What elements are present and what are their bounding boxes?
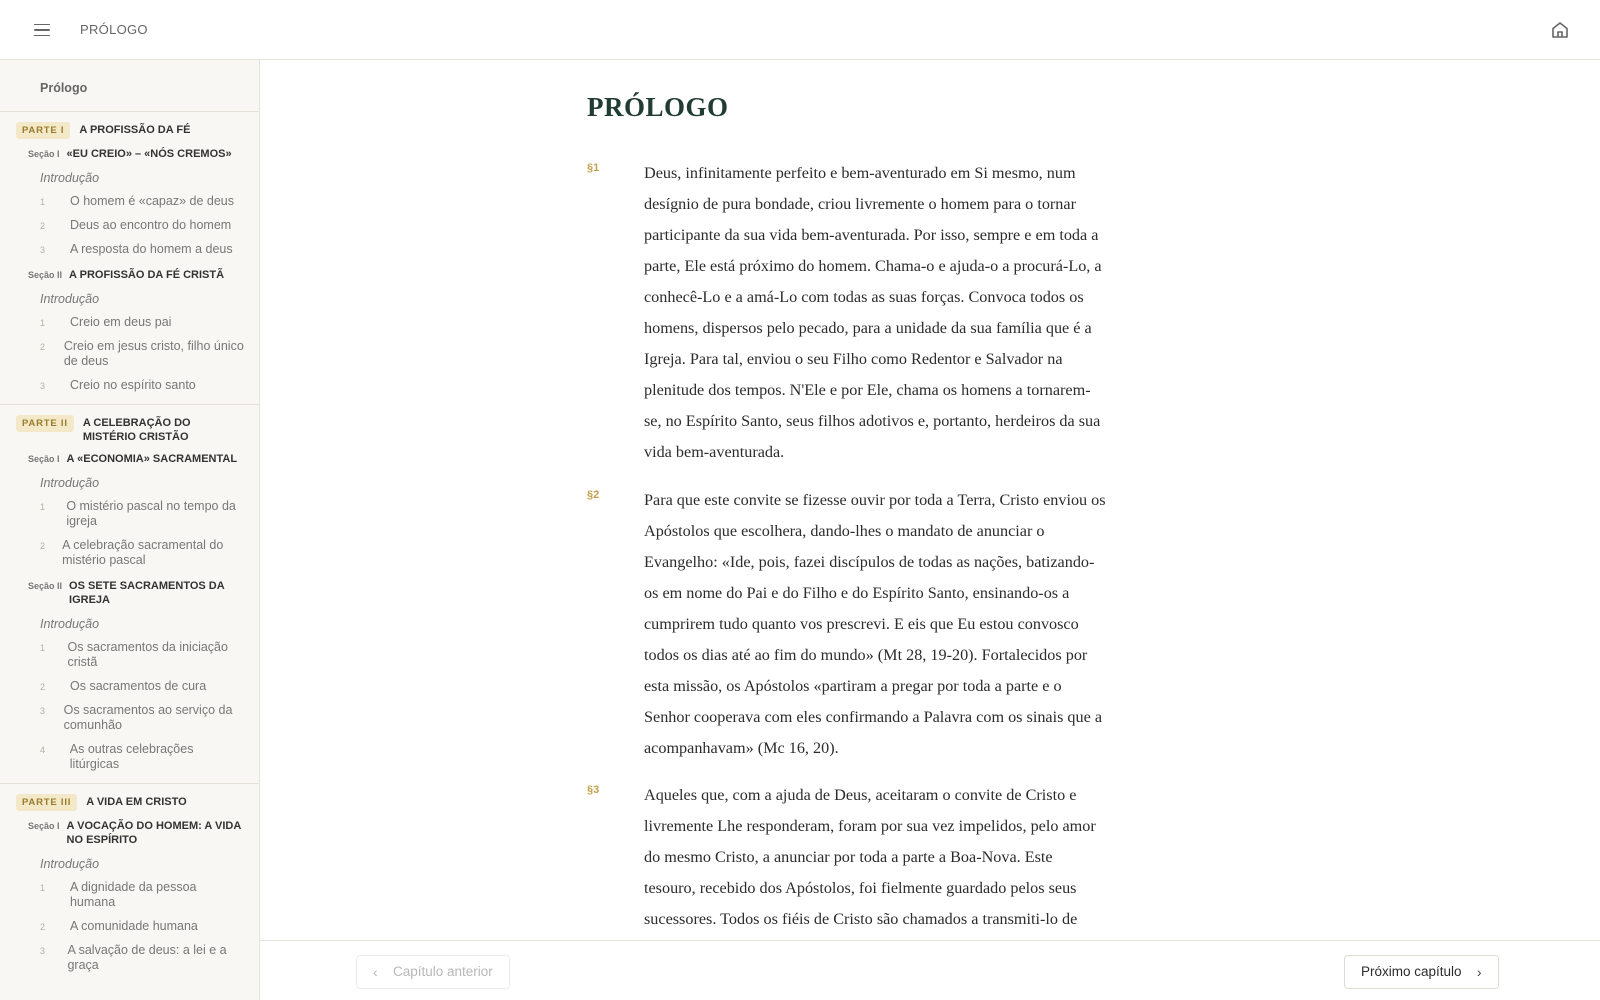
part-title: A VIDA EM CRISTO — [86, 796, 187, 808]
chapter-title: O mistério pascal no tempo da igreja — [66, 499, 236, 528]
chapter-title: O homem é «capaz» de deus — [70, 194, 234, 208]
chapter-number: 4 — [40, 745, 46, 755]
toc-chapter[interactable] — [0, 939, 259, 978]
chapter-title: A dignidade da pessoa humana — [69, 880, 197, 909]
toc-part-1 — [0, 112, 259, 405]
previous-chapter-button[interactable] — [356, 955, 510, 989]
chapter-title: Creio em jesus cristo, filho único de deus — [63, 339, 244, 368]
toc-section-header[interactable] — [0, 268, 259, 282]
chapter-number: 2 — [40, 682, 46, 692]
toc-chapter[interactable] — [0, 335, 259, 374]
chapter-title: A celebração sacramental do mistério pascal — [62, 538, 224, 567]
toc-intro[interactable]: Introdução — [40, 292, 100, 306]
paragraph — [587, 485, 1107, 764]
chapter-title: Os sacramentos da iniciação cristã — [67, 640, 228, 669]
chapter-title: As outras celebrações litúrgicas — [69, 742, 194, 771]
toc-chapter[interactable] — [0, 214, 259, 238]
paragraph-number: §1 — [587, 162, 600, 174]
chapter-number: 3 — [40, 706, 46, 716]
chapter-number: 1 — [40, 502, 46, 512]
chapter-title: A salvação de deus: a lei e a graça — [67, 943, 227, 972]
section-title: A VOCAÇÃO DO HOMEM: A VIDA NO ESPÍRITO — [66, 820, 241, 846]
section-title: OS SETE SACRAMENTOS DA IGREJA — [69, 580, 225, 606]
toc-section-header[interactable] — [0, 579, 259, 607]
toc-part-3 — [0, 784, 259, 984]
paragraph — [587, 780, 1107, 966]
chapter-number: 2 — [40, 922, 46, 932]
toc-intro[interactable]: Introdução — [40, 857, 100, 871]
paragraph-text: Deus, infinitamente perfeito e bem-aventurado em Si mesmo, num desígnio de pura bondade, criou livremente o homem para o tornar participante da sua vida bem-aventurada. Por isso, sempre e em toda a parte, Ele está próximo do homem. Chama-o e ajuda-o a procurá-Lo, a conhecê-Lo e a amá-Lo com todas as suas forças. Convoca todos os homens, dispersos pelo pecado, para a unidade da sua família que é a Igreja. Para tal, enviou o seu Filho como Redentor e Salvador na plenitude dos tempos. N'Ele e por Ele, chama os homens a tornarem-se, no Espírito Santo, seus filhos adotivos e, portanto, herdeiros da sua vida bem-aventurada. — [644, 164, 1102, 461]
chapter-number: 3 — [40, 381, 46, 391]
toc-part-2 — [0, 405, 259, 784]
chapter-number: 3 — [40, 245, 46, 255]
toc-chapter[interactable] — [0, 311, 259, 335]
next-chapter-label: Próximo capítulo — [1361, 964, 1462, 979]
previous-chapter-label: Capítulo anterior — [393, 964, 493, 979]
toc-chapter[interactable] — [0, 699, 259, 738]
chapter-number: 1 — [40, 883, 46, 893]
section-badge: Seção I — [28, 821, 60, 831]
paragraph-number: §3 — [587, 784, 600, 796]
page-title: PRÓLOGO — [587, 92, 729, 122]
toc-chapter[interactable] — [0, 915, 259, 939]
chapter-navigation — [260, 940, 1600, 1000]
chapter-number: 2 — [40, 541, 46, 551]
chapter-title: Deus ao encontro do homem — [70, 218, 232, 232]
header-title: PRÓLOGO — [80, 22, 148, 37]
toc-chapter[interactable] — [0, 495, 259, 534]
part-badge: PARTE III — [16, 794, 77, 811]
toc-intro[interactable]: Introdução — [40, 476, 100, 490]
paragraph-text: Aqueles que, com a ajuda de Deus, aceitaram o convite de Cristo e livremente Lhe responderam, foram por sua vez impelidos, pelo amor do mesmo Cristo, a anunciar por toda a parte a Boa-Nova. Este tesouro, recebido dos Apóstolos, foi fielmente guardado pelos seus sucessores. Todos os fiéis de Cristo são chamados a transmiti-lo de — [644, 786, 1096, 928]
toc-chapter[interactable] — [0, 636, 259, 675]
section-title: A «ECONOMIA» SACRAMENTAL — [66, 453, 238, 465]
part-badge: PARTE II — [16, 415, 74, 432]
toc-intro[interactable]: Introdução — [40, 617, 100, 631]
toc-chapter[interactable] — [0, 238, 259, 262]
part-title: A CELEBRAÇÃO DO MISTÉRIO CRISTÃO — [82, 417, 191, 443]
chapter-number: 2 — [40, 221, 46, 231]
chapter-number: 1 — [40, 643, 46, 653]
home-icon[interactable] — [1548, 18, 1572, 42]
toc-part-header[interactable] — [0, 415, 259, 444]
top-bar — [0, 0, 1600, 60]
toc-chapter[interactable] — [0, 374, 259, 398]
chapter-title: A comunidade humana — [70, 919, 198, 933]
toc-section-header[interactable] — [0, 147, 259, 161]
chapter-number: 1 — [40, 197, 46, 207]
next-chapter-button[interactable] — [1344, 955, 1499, 989]
toc-chapter[interactable] — [0, 876, 259, 915]
paragraph-text: Para que este convite se fizesse ouvir por toda a Terra, Cristo enviou os Apóstolos que escolhera, dando-lhes o mandato de anunciar o Evangelho: «Ide, pois, fazei discípulos de todas as nações, batizando-os em nome do Pai e do Filho e do Espírito Santo, ensinando-os a cumprirem tudo quanto vos prescrevi. E eis que Eu estou convosco todos os dias até ao fim do mundo» (Mt 28, 19-20). Fortalecidos por esta missão, os Apóstolos «partiram a pregar por toda a parte e o Senhor cooperava com eles confirmando a Palavra com os sinais que a acompanhavam» (Mc 16, 20). — [644, 491, 1106, 757]
section-badge: Seção II — [28, 581, 63, 591]
chapter-content — [260, 60, 1600, 940]
toc-chapter[interactable] — [0, 738, 259, 777]
section-title: A PROFISSÃO DA FÉ CRISTÃ — [69, 269, 225, 281]
part-title: A PROFISSÃO DA FÉ — [79, 124, 191, 136]
toc-intro[interactable]: Introdução — [40, 171, 100, 185]
toc-chapter[interactable] — [0, 190, 259, 214]
toc-chapter[interactable] — [0, 534, 259, 573]
sidebar-item-prologo[interactable]: Prólogo — [0, 60, 259, 112]
toc-section-header[interactable] — [0, 452, 259, 466]
paragraph — [587, 158, 1107, 468]
table-of-contents — [0, 60, 260, 1000]
chapter-number: 1 — [40, 318, 46, 328]
chevron-right-icon: › — [1476, 964, 1482, 980]
chapter-title: Creio no espírito santo — [70, 378, 196, 392]
toc-section-header[interactable] — [0, 819, 259, 847]
chapter-title: Creio em deus pai — [70, 315, 172, 329]
chapter-title: A resposta do homem a deus — [70, 242, 233, 256]
menu-icon[interactable] — [30, 18, 54, 42]
paragraph-number: §2 — [587, 489, 600, 501]
toc-part-header[interactable] — [0, 794, 259, 811]
part-badge: PARTE I — [16, 122, 70, 139]
section-badge: Seção I — [28, 149, 60, 159]
section-title: «EU CREIO» – «NÓS CREMOS» — [66, 148, 232, 160]
section-badge: Seção II — [28, 270, 63, 280]
chapter-number: 2 — [40, 342, 46, 352]
toc-part-header[interactable] — [0, 122, 259, 139]
chevron-left-icon: ‹ — [373, 964, 378, 980]
section-badge: Seção I — [28, 454, 60, 464]
chapter-title: Os sacramentos de cura — [70, 679, 207, 693]
chapter-title: Os sacramentos ao serviço da comunhão — [63, 703, 233, 732]
chapter-number: 3 — [40, 946, 46, 956]
toc-chapter[interactable] — [0, 675, 259, 699]
